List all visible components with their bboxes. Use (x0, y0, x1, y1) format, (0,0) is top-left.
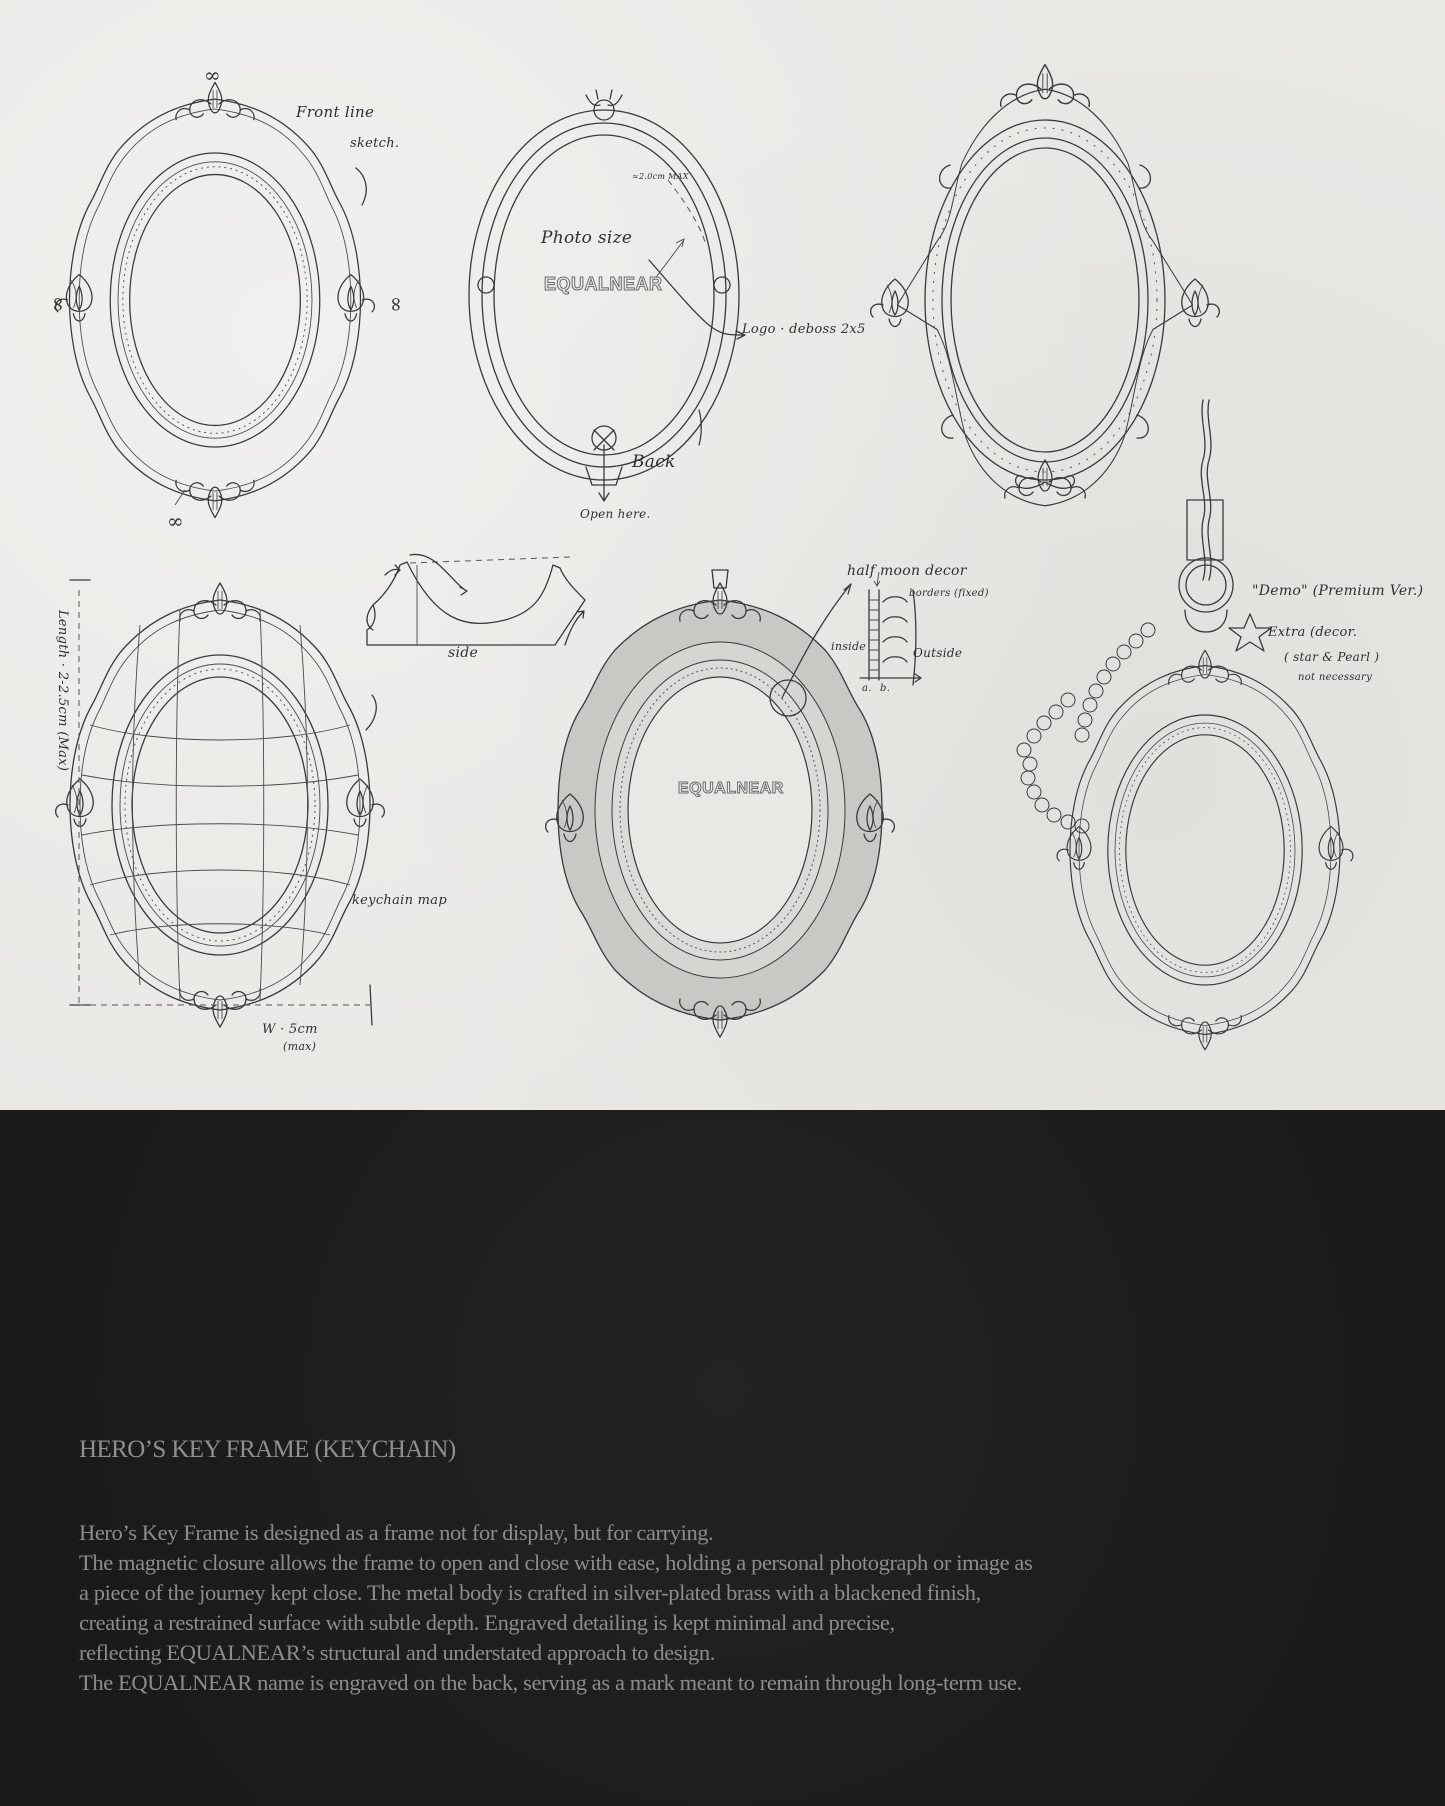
note-back: Back (632, 452, 676, 472)
note-axis-a: a. (862, 683, 872, 694)
note-size-max: ≈2.0cm MAX (632, 172, 689, 181)
frame-sketch-front (56, 82, 375, 517)
note-length: Length · 2-2.5cm (Max) (55, 610, 70, 772)
note-axis-b: b. (880, 683, 891, 694)
note-width: W · 5cm (262, 1022, 318, 1037)
product-description (79, 1518, 1239, 1698)
frame-sketch-alternate (871, 65, 1220, 506)
note-sketch: sketch. (350, 136, 400, 151)
description-line: The magnetic closure allows the frame to open and close with ease, holding a personal photograph or image as (79, 1550, 1033, 1575)
frame-sketch-measured (56, 583, 385, 1027)
note-width-max: (max) (283, 1040, 317, 1053)
note-star-pearl: ( star & Pearl ) (1284, 650, 1380, 664)
note-logo-deboss: Logo · deboss 2x5 (742, 322, 866, 337)
brand-mark-back: EQUALNEAR (544, 274, 663, 294)
note-photo-size: Photo size (541, 228, 633, 248)
svg-text:∞: ∞ (47, 296, 71, 313)
description-line: reflecting EQUALNEAR’s structural and understated approach to design. (79, 1640, 715, 1665)
note-outside: Outside (913, 646, 963, 660)
svg-text:∞: ∞ (167, 509, 184, 533)
description-line: The EQUALNEAR name is engraved on the back, serving as a mark meant to remain through long-term use. (79, 1670, 1022, 1695)
side-profile-sketch (367, 554, 585, 645)
svg-text:∞: ∞ (204, 63, 221, 87)
note-front-line: Front line (296, 103, 375, 121)
pearl-strand-drawing (1017, 623, 1155, 833)
keychain-chain (1179, 400, 1233, 632)
note-borders-fixed: borders (fixed) (909, 588, 989, 599)
svg-text:∞: ∞ (385, 296, 409, 313)
frame-sketch-keychain (1057, 650, 1353, 1050)
note-open-here: Open here. (580, 507, 651, 521)
note-side: side (448, 645, 479, 661)
brand-mark-shaded: EQUALNEAR (678, 780, 784, 797)
note-half-moon-decor: half moon decor (847, 563, 967, 579)
frame-sketch-back (469, 90, 745, 501)
note-keychain-map: keychain map (352, 893, 447, 908)
note-not-necessary: not necessary (1298, 672, 1373, 683)
note-extra-decor: Extra (decor. (1268, 625, 1358, 640)
product-title: HERO’S KEY FRAME (KEYCHAIN) (79, 1436, 456, 1463)
description-line: Hero’s Key Frame is designed as a frame not for display, but for carrying. (79, 1520, 714, 1545)
description-line: creating a restrained surface with subtle depth. Engraved detailing is kept minimal and precise, (79, 1610, 895, 1635)
description-line: a piece of the journey kept close. The metal body is crafted in silver-plated brass with a blackened finish, (79, 1580, 981, 1605)
note-demo-premium: "Demo" (Premium Ver.) (1252, 583, 1424, 599)
star-charm-drawing (1229, 614, 1271, 651)
note-inside: inside (831, 640, 867, 653)
